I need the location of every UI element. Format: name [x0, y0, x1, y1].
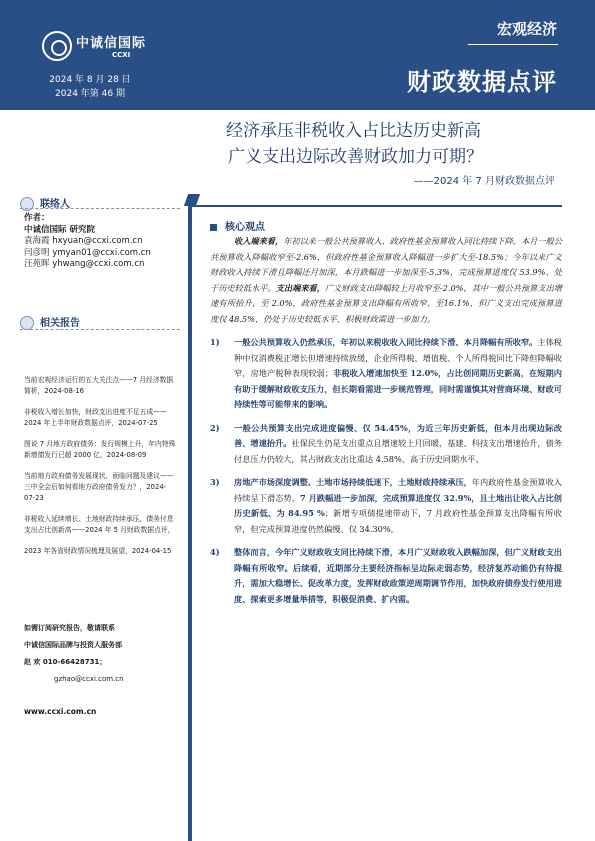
logo-text: 中诚信国际 [76, 36, 147, 51]
issue-number: 2024 年第 46 期 [55, 89, 125, 99]
contact-department: 中诚信国际品牌与投资人服务部 [24, 641, 122, 649]
sidebar [0, 0, 192, 841]
related-report-item[interactable]: 非税收入增长加快，财政支出进度不足五成——2024 年上半年财政数据点评，2024-07-25 [24, 408, 167, 427]
contact-line: 如需订阅研究报告，敬请联系 [24, 624, 115, 632]
core-paragraph: 收入端来看，年初以来一般公共预算收入、政府性基金预算收入同比持续下降，本月一般公共预算收入降幅收窄至-2.6%，但政府性基金预算收入降幅进一步扩大至-18.5%；今年以来广义财政收入持续下滑且降幅还月加深，本月跌幅进一步加深至-5.3%，完成预算进度仅 53.9%、处于历史较低水平。支出端来看，广义财政支出降幅较上月收窄至-2.0%，其中一般公共预算支出增速有所抬升、至 2.0%，政府性基金预算支出降幅有所收窄、至16.1%，但广义支出完成预算进度仅 48.5%，仍处于历史较低水平，积极财政需进一步加力。 [210, 236, 562, 324]
bullet-icon [210, 224, 217, 231]
logo-icon [42, 31, 72, 61]
related-report-item[interactable]: 当前地方政府债务发展现状、面临问题及建议——三中全会后如何看地方政府债务发力？，2024-07-23 [24, 472, 174, 502]
page-subtitle: ——2024 年 7 月财政数据点评 [413, 176, 555, 187]
contact-phone: 赵 欢 010-66428731； [24, 658, 107, 666]
list-item: 2) 一般公共预算支出完成进度偏慢、仅 54.45%，为近三年历史新低，但本月出现边际改善、增速抬升。社保民生仍是支出重点且增速较上月回暖，基建、科技支出增速抬升，债务付息压力仍较大，其占财政支出比重达 4.58%、高于历史同期水平。 [210, 422, 562, 464]
related-report-item[interactable]: 非税收入延续增长、土地财政持续承压，债务付息支出占比创新高——2024 年 5 月财政数据点评， [24, 515, 175, 534]
page-title [226, 118, 561, 170]
company-logo [42, 29, 147, 63]
category-label: 宏观经济 [496, 20, 557, 38]
title-line: 经济承压非税收入占比达历史新高 [226, 121, 481, 141]
contacts-heading: 联络人 [20, 195, 70, 211]
website-link[interactable]: www.ccxi.com.cn [24, 707, 97, 716]
divider [20, 208, 180, 209]
list-item: 3) 房地产市场深度调整、土地市场持续低迷下，土地财政持续承压，年内政府性基金预算收入持续呈下滑态势，7 月跌幅进一步加深，完成预算进度仅 32.9%，且土地出让收入占比创历史新低、为 84.95 %；新增专项债提速带动下，7 月政府性基金预算支出降幅有所收窄，但完成预算进度仍然偏慢、仅 34.30%。 [210, 477, 562, 534]
title-line: 广义支出边际改善财政加力可期？ [228, 147, 483, 167]
author-item[interactable]: 汪苑晖 yhwang@ccxi.com.cn [24, 259, 145, 269]
related-reports-list [24, 375, 176, 567]
core-heading: 核心观点 [210, 218, 562, 233]
document-icon [20, 316, 34, 330]
report-date: 2024 年 8 月 28 日 [49, 75, 131, 85]
related-report-item[interactable]: 当前宏观经济运行的五大关注点——7 月经济数据简析，2024-08-16 [24, 376, 174, 395]
org-name: 中诚信国际 研究院 [24, 224, 95, 235]
logo-abbr: CCXI [112, 51, 131, 59]
main-content [208, 218, 562, 607]
list-item: 1) 一般公共预算收入仍然承压，年初以来税收收入同比持续下滑、本月降幅有所收窄。主体税种中仅消费税正增长但增速持续放缓，企业所得税、增值税、个人所得税同比下降但降幅收窄，房地产税种表现较弱；非税收入增速加快至 12.0%，占比创同期历史新高，在短期内有助于缓解财政收支压力，但长期看需进一步规范管理，同时需谨慎其对营商环境、财政可持续性等可能带来的影响。 [210, 337, 562, 409]
subscription-contact [24, 620, 184, 688]
authors-block [24, 213, 189, 271]
author-item[interactable]: 袁海霞 hxyuan@ccxi.com.cn [24, 236, 143, 246]
related-heading: 相关报告 [20, 314, 80, 330]
related-report-item[interactable]: 2023 年各省财政情况梳理及展望，2024-04-15 [24, 547, 172, 555]
divider [192, 205, 562, 207]
author-item[interactable]: 闫彦明 ymyan01@ccxi.com.cn [24, 247, 151, 258]
sidebar-header [0, 0, 192, 110]
contact-email[interactable]: gzhao@ccxi.com.cn [54, 675, 124, 683]
related-report-item[interactable]: 图说 7 月地方政府债务：发行规模上升，年内特殊新增债发行已超 2000 亿，2024-08-09 [24, 440, 176, 459]
divider [468, 44, 558, 45]
report-type-title: 财政数据点评 [407, 68, 557, 96]
divider [20, 329, 180, 330]
authors-label: 作者： [24, 213, 50, 223]
divider [188, 206, 192, 841]
list-item: 4) 整体而言，今年广义财政收支同比持续下滑，本月广义财政收入跌幅加深，但广义财政支出降幅有所收窄。后续看，近期部分主要经济指标呈边际走弱态势，经济复苏动能仍有待提升，需加大稳增长、促改革力度，发挥财政政策逆周期调节作用，加快政府债券发行使用进度、探索更多增量举措等，积极促消费、扩内需。 [210, 547, 562, 604]
